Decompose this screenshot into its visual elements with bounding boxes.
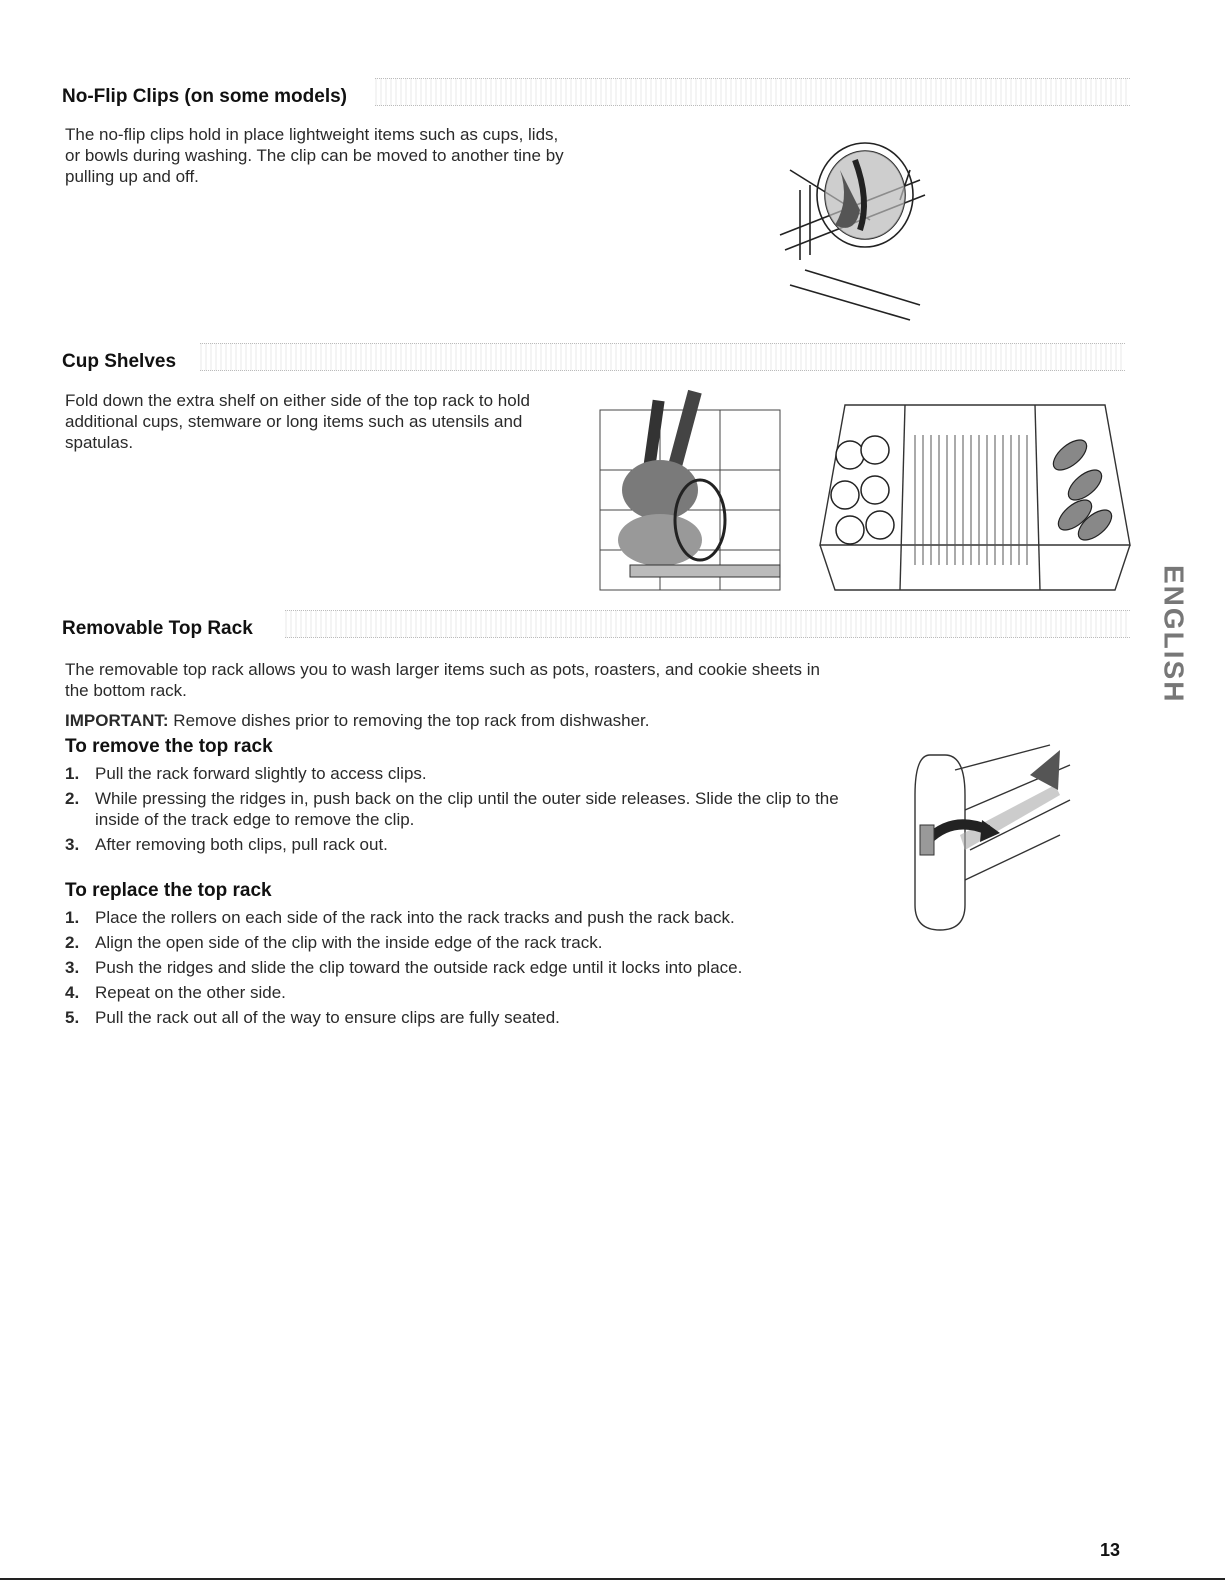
list-item [65,982,865,1003]
step-number: 1. [65,908,80,927]
step-number: 2. [65,789,80,808]
list-item [65,957,865,978]
step-text: Place the rollers on each side of the rack into the rack tracks and push the rack back. [95,908,735,927]
rack-clip-illustration [900,740,1080,935]
step-text: After removing both clips, pull rack out. [95,835,388,854]
step-number: 4. [65,983,80,1002]
step-number: 3. [65,835,80,854]
list-item [65,763,855,784]
heading-rule [200,343,1125,371]
bottom-rule [0,1578,1225,1580]
step-text: Push the ridges and slide the clip toward the outside rack edge until it locks into place. [95,958,743,977]
replace-rack-steps [65,907,865,1032]
step-text: Pull the rack out all of the way to ensure clips are fully seated. [95,1008,560,1027]
page-number: 13 [1100,1540,1121,1560]
list-item [65,788,855,830]
language-tab-label: ENGLISH [1158,565,1190,704]
remove-rack-steps [65,763,855,859]
step-text: Align the open side of the clip with the inside edge of the rack track. [95,933,603,952]
list-item [65,932,865,953]
no-flip-clip-illustration [770,140,935,320]
list-item [65,834,855,855]
step-text: Repeat on the other side. [95,983,286,1002]
cup-shelf-side-illustration [590,380,790,595]
step-text: Pull the rack forward slightly to access clips. [95,764,427,783]
top-rack-illustration [805,385,1135,600]
section-heading-removable-top-rack: Removable Top Rack [62,618,253,639]
section-heading-no-flip-clips: No-Flip Clips (on some models) [62,86,348,107]
removable-rack-text: The removable top rack allows you to wash larger items such as pots, roasters, and cookie sheets in the bottom rack. [65,660,820,700]
important-note [65,710,865,731]
step-number: 1. [65,764,80,783]
list-item [65,907,865,928]
no-flip-clips-text: The no-flip clips hold in place lightweight items such as cups, lids, or bowls during washing. The clip can be moved to another tine by pulling up and off. [65,125,564,186]
list-item [65,1007,865,1028]
section-heading-cup-shelves: Cup Shelves [62,351,177,372]
important-text: Remove dishes prior to removing the top rack from dishwasher. [173,711,650,730]
step-number: 3. [65,958,80,977]
heading-rule [285,610,1130,638]
step-text: While pressing the ridges in, push back on the clip until the outer side releases. Slide the clip to the inside of the track edge to remove the clip. [95,789,839,829]
remove-rack-heading: To remove the top rack [65,736,273,757]
replace-rack-heading: To replace the top rack [65,880,272,901]
heading-rule [375,78,1130,106]
cup-shelves-text: Fold down the extra shelf on either side of the top rack to hold additional cups, stemware or long items such as utensils and spatulas. [65,391,530,452]
step-number: 2. [65,933,80,952]
important-label: IMPORTANT: [65,711,169,730]
step-number: 5. [65,1008,80,1027]
language-tab [1158,565,1190,760]
